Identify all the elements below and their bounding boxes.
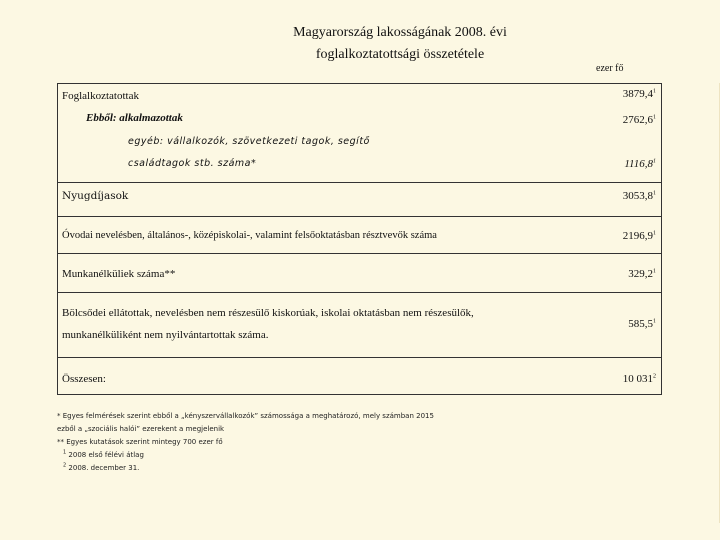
table-row-pensioners — [58, 182, 661, 217]
row-value: 2762,6$^1$ — [622, 114, 656, 126]
row-label: családtagok stb. száma* — [128, 158, 257, 169]
unit-label: ezer fő — [596, 63, 624, 74]
row-label — [62, 302, 572, 346]
title-line-1: Magyarország lakosságának 2008. évi — [293, 25, 507, 40]
footnote-2: ** Egyes kutatások szerint mintegy 700 ezer fő — [57, 438, 223, 446]
row-value: 1116,8$^1$ — [624, 158, 656, 170]
row-label: Foglalkoztatottak — [62, 90, 139, 102]
footnote-3: $^1$ 2008 első félévi átlag — [63, 449, 144, 459]
table-row-students — [58, 217, 661, 254]
row-value: 2196,9$^1$ — [622, 230, 656, 242]
row-label: Összesen: — [62, 373, 106, 385]
table-row-unemployed — [58, 254, 661, 293]
row-value: 585,5$^1$ — [628, 318, 656, 330]
row-value: 3879,4$^1$ — [622, 88, 656, 100]
table-row-others-not-registered — [58, 293, 661, 358]
footnotes — [57, 410, 434, 475]
data-table — [57, 83, 662, 395]
table-row-total — [58, 358, 661, 395]
footnote-1b: ezből a „szociális halói” ezerekent a megjelenik — [57, 425, 225, 433]
footnote-4: $^2$ 2008. december 31. — [63, 462, 140, 472]
row-label: Nyugdíjasok — [62, 190, 129, 202]
row-label: Ebből: alkalmazottak — [86, 112, 183, 124]
row-label: Munkanélküliek száma** — [62, 268, 176, 280]
row-label: egyéb: vállalkozók, szövetkezeti tagok, segítő — [128, 136, 370, 147]
row-label-line-2: munkanélküliként nem nyilvántartottak száma. — [62, 329, 269, 341]
row-value: 10 $031^2$ — [622, 373, 656, 385]
table-row-family-members — [58, 84, 661, 183]
footnote-1a: * Egyes felmérések szerint ebből a „kényszervállalkozók” számossága a meghatározó, mely számban 2015 — [57, 412, 434, 420]
row-value: 3053,8$^1$ — [622, 190, 656, 202]
title-line-2: foglalkoztatottsági összetétele — [315, 47, 485, 62]
row-label: Óvodai nevelésben, általános-, középiskolai-, valamint felsőoktatásban résztvevők száma — [62, 230, 437, 241]
slide-title — [250, 22, 550, 66]
row-value: 329,2$^1$ — [628, 268, 656, 280]
row-label-line-1: Bölcsődei ellátottak, nevelésben nem részesülő kiskorúak, iskolai oktatásban nem részesülők, — [62, 307, 474, 319]
